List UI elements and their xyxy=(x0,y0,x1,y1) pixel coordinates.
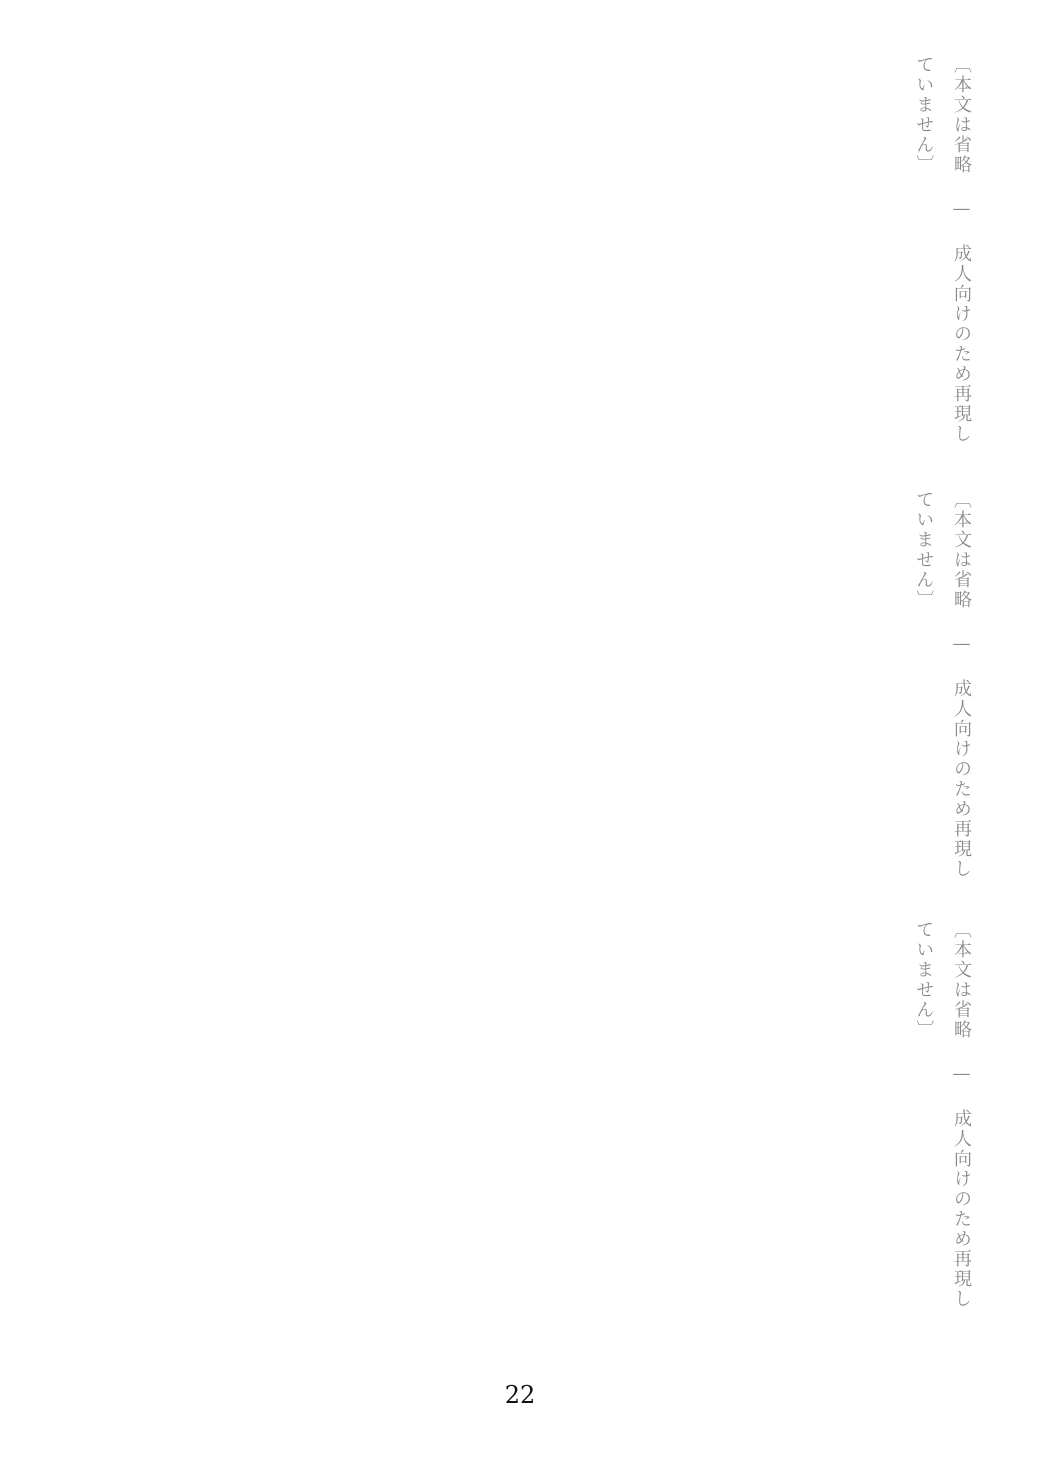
text-block-top: 〔本文は省略 — 成人向けのため再現していません〕 xyxy=(913,55,972,444)
text-block-bottom: 〔本文は省略 — 成人向けのため再現していません〕 xyxy=(913,920,972,1309)
page-number: 22 xyxy=(504,1381,536,1409)
text-block-middle: 〔本文は省略 — 成人向けのため再現していません〕 xyxy=(913,490,972,879)
